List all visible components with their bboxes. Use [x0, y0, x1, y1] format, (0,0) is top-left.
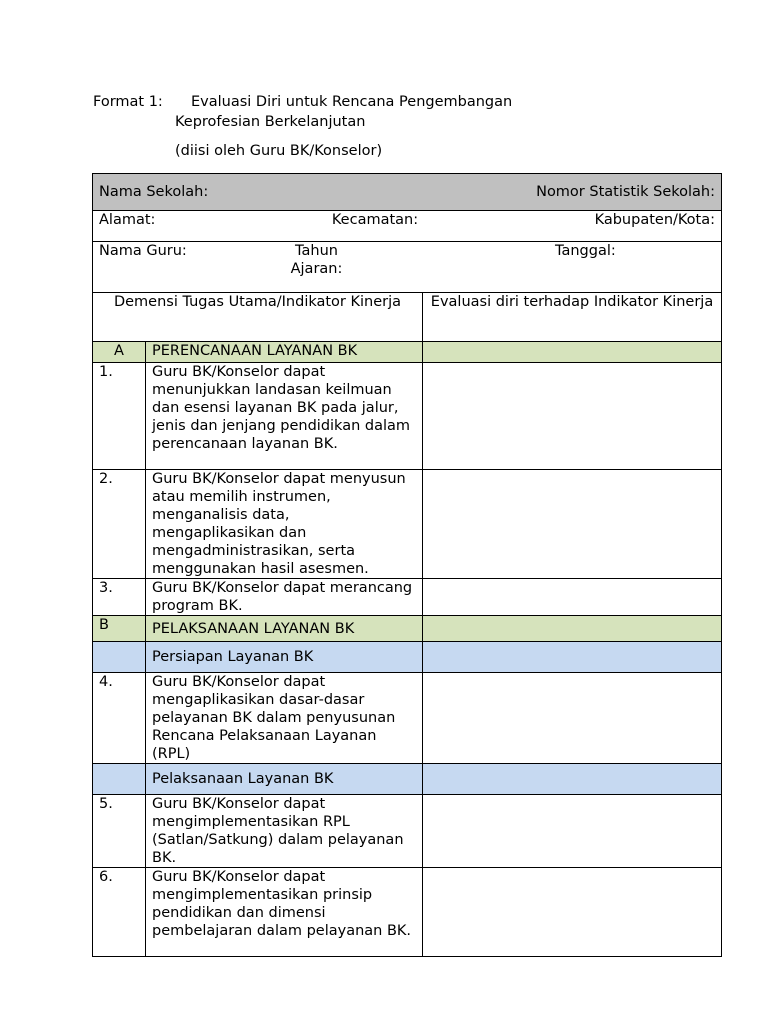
- column-header-dimension: Demensi Tugas Utama/Indikator Kinerja: [93, 293, 423, 342]
- item-text: Guru BK/Konselor dapat mengimplementasikan RPL (Satlan/Satkung) dalam pelayanan BK.: [146, 795, 423, 868]
- item-text: Guru BK/Konselor dapat mengaplikasikan dasar-dasar pelayanan BK dalam penyusunan Rencana Pelaksanaan Layanan (RPL): [146, 673, 423, 764]
- table-row: [93, 470, 722, 579]
- title-text: Evaluasi Diri untuk Rencana Pengembangan: [191, 94, 513, 110]
- evaluation-cell[interactable]: [423, 470, 722, 579]
- section-b-evaluation-cell: [423, 616, 722, 642]
- section-a-row: [93, 342, 722, 363]
- district-label: Kecamatan:: [331, 212, 419, 228]
- evaluation-cell[interactable]: [423, 673, 722, 764]
- school-stat-number-label: Nomor Statistik Sekolah:: [536, 184, 716, 200]
- section-b-letter: B: [93, 616, 146, 642]
- section-a-evaluation-cell: [423, 342, 722, 363]
- section-a-title: PERENCANAAN LAYANAN BK: [146, 342, 423, 363]
- table-row: [93, 579, 722, 616]
- address-row: [93, 211, 722, 242]
- format-label: Format 1:: [93, 94, 163, 110]
- teacher-name-label: Nama Guru:: [99, 243, 187, 259]
- column-header-row: [93, 293, 722, 342]
- subtitle: (diisi oleh Guru BK/Konselor): [175, 143, 383, 159]
- section-b-row: [93, 616, 722, 642]
- teacher-row: [93, 242, 722, 293]
- section-b-title: PELAKSANAAN LAYANAN BK: [146, 616, 423, 642]
- item-number: 3.: [93, 579, 146, 616]
- item-text: Guru BK/Konselor dapat menunjukkan landasan keilmuan dan esensi layanan BK pada jalur, jenis dan jenjang pendidikan dalam perencanaan layanan BK.: [146, 363, 423, 470]
- column-header-evaluation: Evaluasi diri terhadap Indikator Kinerja: [423, 293, 722, 342]
- title-line-1: [93, 92, 512, 112]
- item-text: Guru BK/Konselor dapat merancang program BK.: [146, 579, 423, 616]
- school-name-row: [93, 174, 722, 211]
- evaluation-cell[interactable]: [423, 363, 722, 470]
- section-a-letter: A: [93, 342, 146, 363]
- school-year-label: Tahun Ajaran:: [290, 243, 343, 277]
- subsection-pelaksanaan-row: [93, 764, 722, 795]
- subsection-persiapan-title: Persiapan Layanan BK: [146, 642, 423, 673]
- evaluation-cell[interactable]: [423, 795, 722, 868]
- item-number: 5.: [93, 795, 146, 868]
- item-number: 2.: [93, 470, 146, 579]
- item-text: Guru BK/Konselor dapat mengimplementasikan prinsip pendidikan dan dimensi pembelajaran dalam pelayanan BK.: [146, 868, 423, 957]
- address-label: Alamat:: [99, 212, 156, 228]
- table-row: [93, 363, 722, 470]
- item-text: Guru BK/Konselor dapat menyusun atau memilih instrumen, menganalisis data, mengaplikasikan dan mengadministrasikan, serta menggunakan hasil asesmen.: [146, 470, 423, 579]
- item-number: 1.: [93, 363, 146, 470]
- evaluation-cell[interactable]: [423, 579, 722, 616]
- evaluation-table: [92, 173, 722, 957]
- document-header: [93, 92, 512, 161]
- table-row: [93, 673, 722, 764]
- table-row: [93, 868, 722, 957]
- subsection-pelaksanaan-title: Pelaksanaan Layanan BK: [146, 764, 423, 795]
- item-number: 6.: [93, 868, 146, 957]
- table-row: [93, 795, 722, 868]
- item-number: 4.: [93, 673, 146, 764]
- regency-label: Kabupaten/Kota:: [594, 212, 716, 228]
- evaluation-cell[interactable]: [423, 868, 722, 957]
- title-line-2: Keprofesian Berkelanjutan: [175, 114, 366, 130]
- school-name-label: Nama Sekolah:: [99, 184, 209, 200]
- subsection-persiapan-row: [93, 642, 722, 673]
- date-label: Tanggal:: [555, 243, 616, 259]
